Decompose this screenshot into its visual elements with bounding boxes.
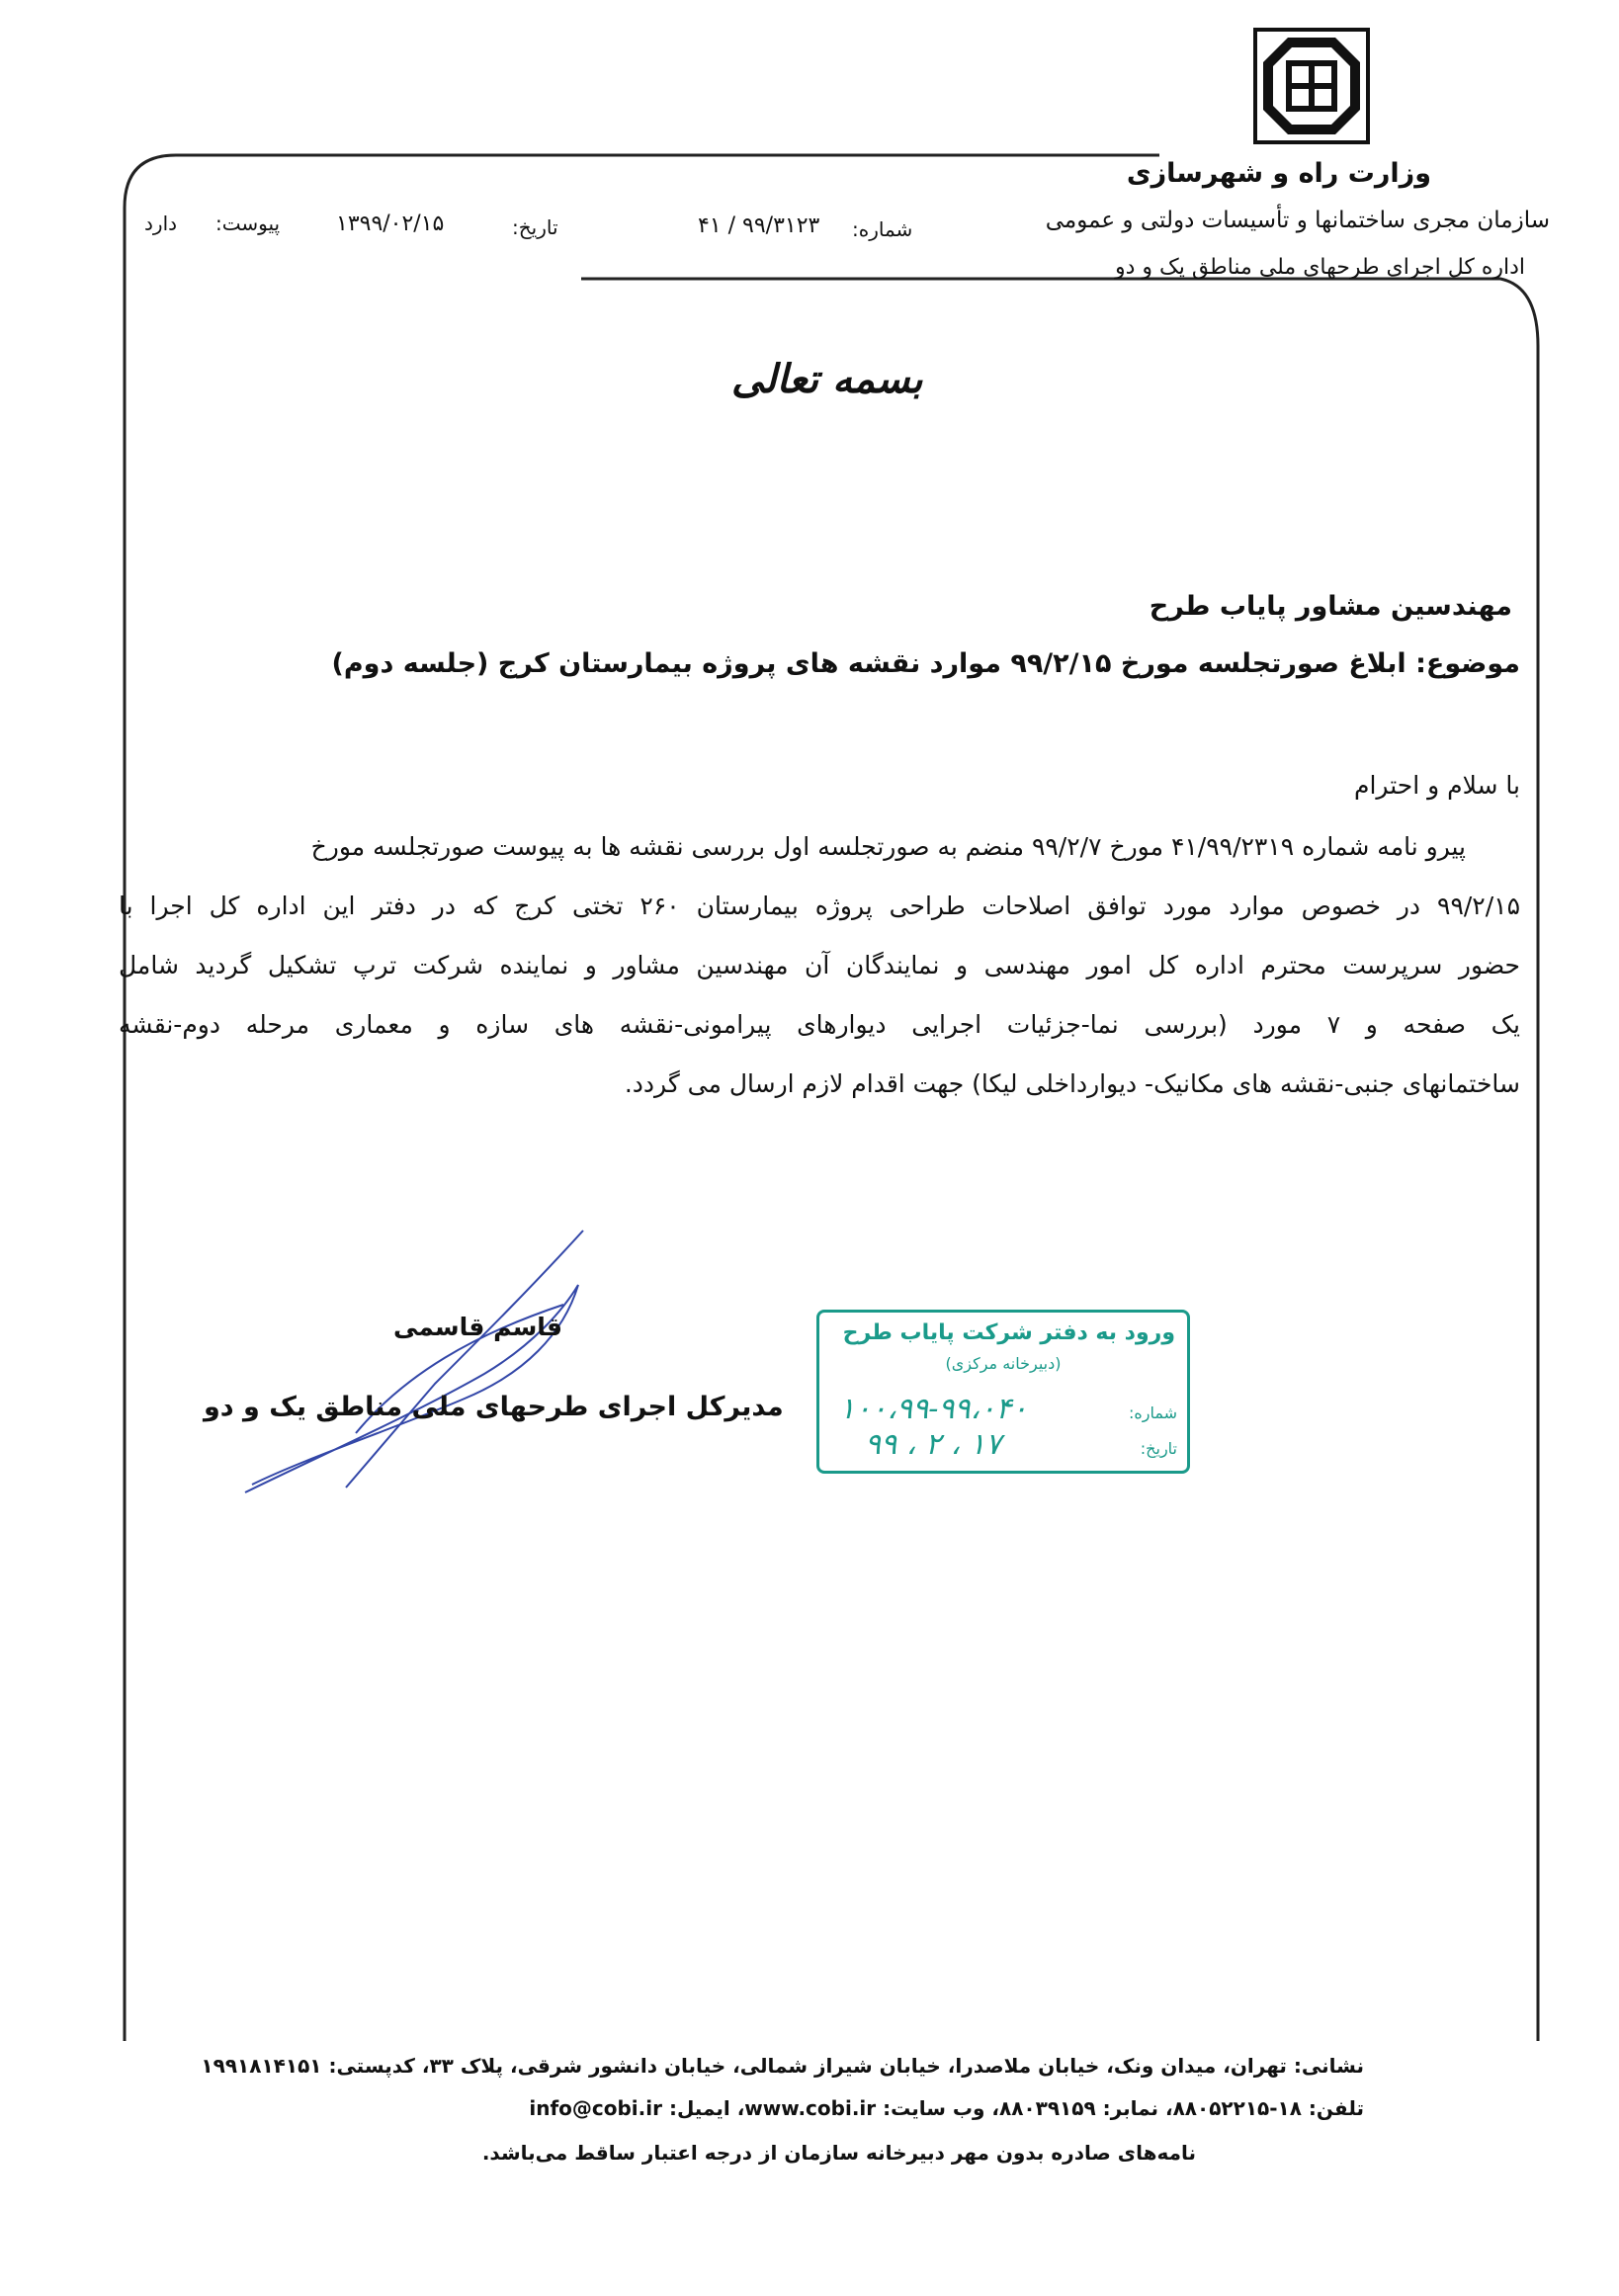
ministry-name: وزارت راه و شهرسازی (1126, 158, 1431, 189)
footer-address: نشانی: تهران، میدان ونک، خیابان ملاصدرا، خیابان شیراز شمالی، خیابان دانشور شرقی، پلاک ۳۳، کدپستی: ۱۹۹۱۸۱۴۱۵۱ (201, 2054, 1364, 2078)
footer-note: نامه‌های صادره بدون مهر دبیرخانه سازمان از درجه اعتبار ساقط می‌باشد. (481, 2141, 1196, 2165)
office-name: اداره کل اجرای طرحهای ملی مناطق یک و دو (1115, 255, 1525, 280)
bismillah-heading: بسمه تعالی (731, 356, 923, 402)
footer-contact: تلفن: ۱۸-۸۸۰۵۲۲۱۵، نمابر: ۸۸۰۳۹۱۵۹، وب سایت: www.cobi.ir، ایمیل: info@cobi.ir (529, 2096, 1364, 2120)
stamp-subtitle: (دبیرخانه مرکزی) (945, 1354, 1062, 1373)
number-label: شماره: (852, 217, 913, 241)
handwritten-signature (237, 1226, 603, 1502)
body-line-1: پیرو نامه شماره ۴۱/۹۹/۲۳۱۹ مورخ ۹۹/۲/۷ منضم به صورتجلسه اول بررسی نقشه ها به پیوست صورتجلسه مورخ (310, 832, 1466, 861)
received-stamp (816, 1310, 1190, 1474)
stamp-number-label: شماره: (1128, 1403, 1177, 1422)
attachment-label: پیوست: (215, 212, 281, 235)
signatory-title: مدیرکل اجرای طرحهای ملی مناطق یک و دو (204, 1392, 784, 1422)
stamp-number-value: ۱۰۰،۹۹-۹۹،۰۴۰ (839, 1392, 1028, 1426)
number-value: ۴۱ / ۹۹/۳۱۲۳ (698, 213, 820, 238)
stamp-date-label: تاریخ: (1140, 1439, 1177, 1458)
date-label: تاریخ: (512, 215, 558, 239)
date-value: ۱۳۹۹/۰۲/۱۵ (336, 212, 445, 236)
body-line-3: حضور سرپرست محترم اداره کل امور مهندسی و نمایندگان آن مهندسین مشاور و نماینده شرکت ترپ تشکیل گردید شامل (119, 951, 1520, 979)
body-line-5: ساختمانهای جنبی-نقشه های مکانیک- دیوارداخلی لیکا) جهت اقدام لازم ارسال می گردد. (624, 1069, 1520, 1098)
subject-line: موضوع: ابلاغ صورتجلسه مورخ ۹۹/۲/۱۵ موارد نقشه های پروژه بیمارستان کرج (جلسه دوم) (331, 648, 1520, 679)
ministry-logo-icon (1253, 28, 1370, 144)
stamp-title: ورود به دفتر شرکت پایاب طرح (842, 1320, 1175, 1345)
organization-name: سازمان مجری ساختمانها و تأسیسات دولتی و عمومی (1045, 208, 1550, 233)
recipient: مهندسین مشاور پایاب طرح (1149, 591, 1512, 622)
greeting: با سلام و احترام (1354, 771, 1520, 800)
body-line-4: یک صفحه و ۷ مورد (بررسی نما-جزئیات اجرایی دیوارهای پیرامونی-نقشه های سازه و معماری مرحله دوم-نقشه (119, 1010, 1520, 1039)
stamp-date-value: ۹۹ ، ۲ ، ۱۷ (865, 1427, 1002, 1462)
signatory-name: قاسم قاسمی (393, 1313, 563, 1341)
attachment-value: دارد (144, 212, 178, 235)
body-line-2: ۹۹/۲/۱۵ در خصوص موارد مورد توافق اصلاحات طراحی پروژه بیمارستان ۲۶۰ تختی کرج که در دفتر این اداره کل اجرا با (119, 892, 1520, 920)
